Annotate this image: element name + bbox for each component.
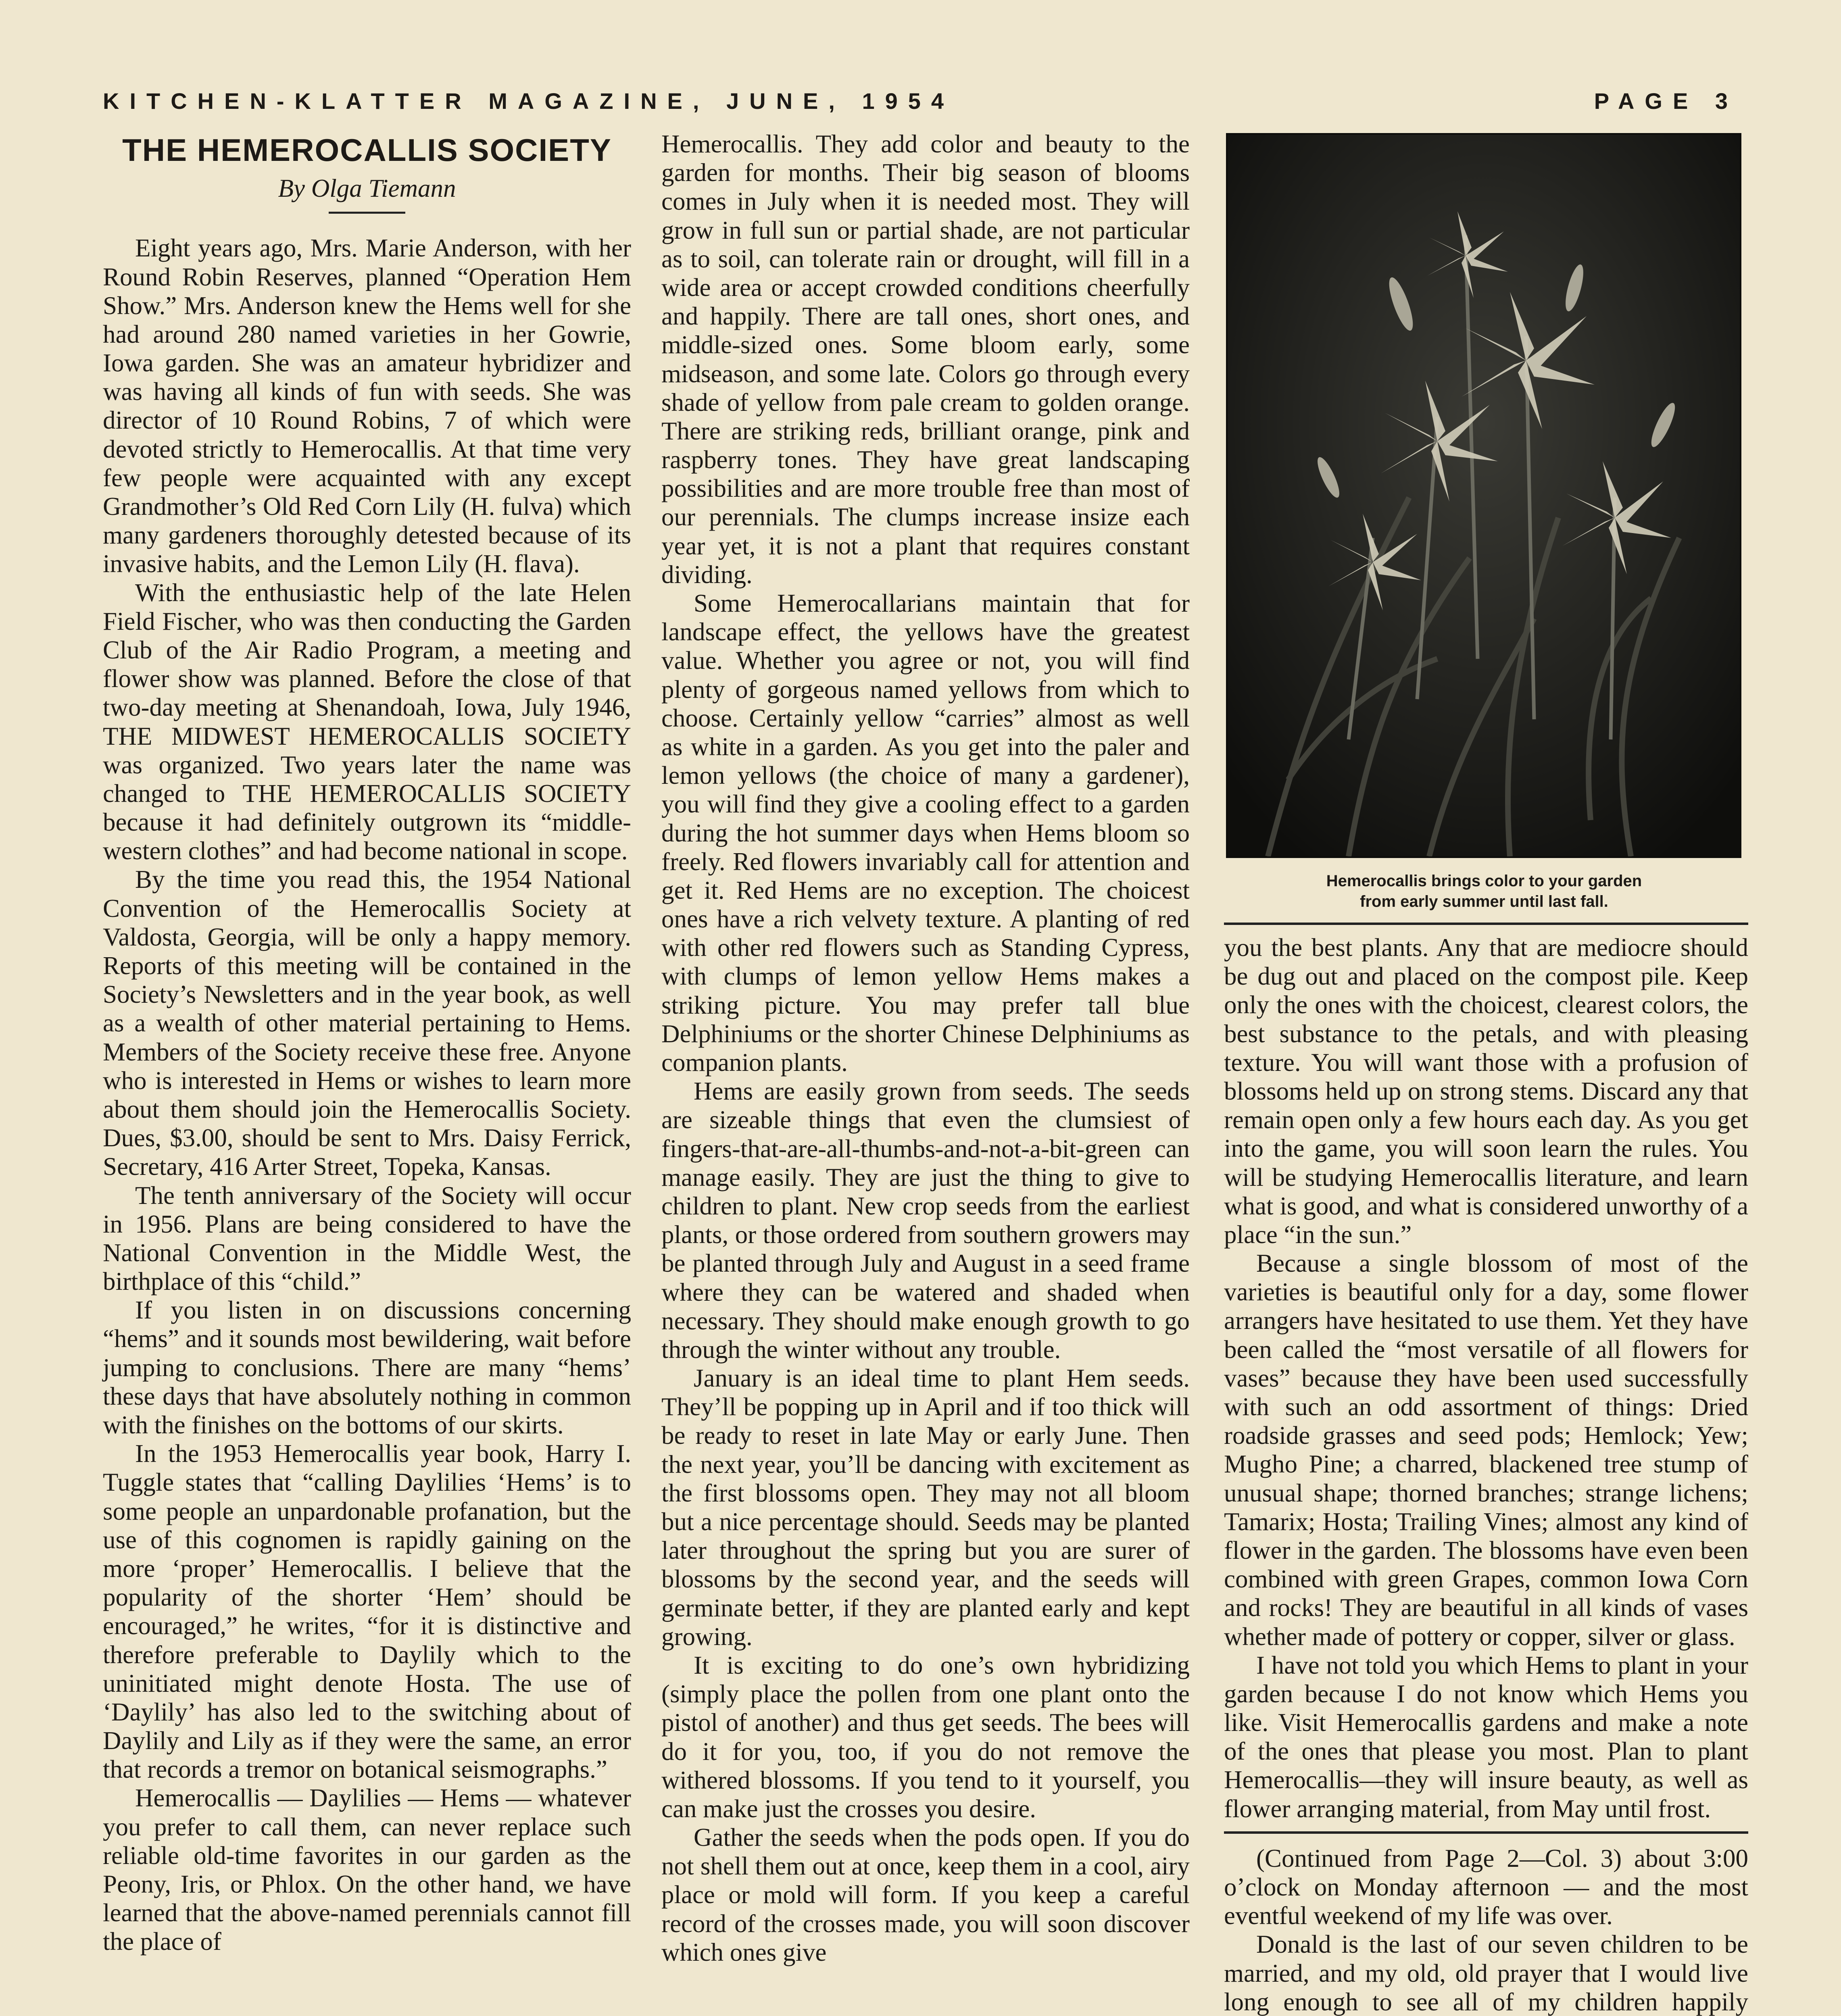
paragraph: you the best plants. Any that are mediocre should be dug out and placed on the compost pile. Keep only the ones with the choicest, clearest colors, the best substance to the petals, and with pleasing texture. You will want those with a profusion of blossoms held up on strong stems. Discard any that remain open only a few hours each day. As you get into the game, you will soon learn the rules. You will be studying Hemerocallis literature, and learn what is good, and what is considered unworthy of a place “in the sun.”	[1224, 933, 1748, 1249]
article-title: THE HEMEROCALLIS SOCIETY	[122, 132, 612, 168]
paragraph: In the 1953 Hemerocallis year book, Harry I. Tuggle states that “calling Daylilies ‘Hems’ is to some people an unpardonable profanation, but the use of this cognomen is rapidly gaining on the more ‘proper’ Hemerocallis. I believe that the popularity of the shorter ‘Hem’ should be encouraged,” he writes, “for it is distinctive and therefore preferable to Daylily which to the uninitiated might denote Hosta. The use of ‘Daylily’ has also led to the switching about of Daylily and Lily as if they were the same, an error that records a tremor on botanical seismographs.”	[103, 1439, 631, 1784]
column-3	[1224, 933, 1748, 2016]
column-1	[103, 129, 631, 1956]
daylily-illustration	[1228, 135, 1740, 856]
paragraph: Some Hemerocallarians maintain that for landscape effect, the yellows have the greatest value. Whether you agree or not, you will find plenty of gorgeous named yellows from which to choose. Certainly yellow “carries” almost as well as white in a garden. As you get into the paler and lemon yellows (the choice of many a gardener), you will find they give a cooling effect to a garden during the hot summer days when Hems bloom so freely. Red flowers invariably call for attention and get it. Red Hems are no exception. The choicest ones have a rich velvety texture. A planting of red with other red flowers such as Standing Cypress, with clumps of lemon yellow Hems makes a striking picture. You may prefer tall blue Delphiniums or the shorter Chinese Delphiniums as companion plants.	[661, 589, 1190, 1077]
title-divider	[329, 212, 405, 214]
paragraph: It is exciting to do one’s own hybridizing (simply place the pollen from one plant onto the pistol of another) and thus get seeds. The bees will do it for you, too, if you do not remove the withered blossoms. If you tend to it yourself, you can make just the crosses you desire.	[661, 1651, 1190, 1823]
paragraph: Gather the seeds when the pods open. If you do not shell them out at once, keep them in a cool, airy place or mold will form. If you keep a careful record of the crosses made, you will soon discover which ones give	[661, 1823, 1190, 1966]
page-header	[103, 83, 1738, 119]
caption-line: from early summer until last fall.	[1360, 893, 1608, 911]
paragraph: The tenth anniversary of the Society will occur in 1956. Plans are being considered to have the National Convention in the Middle West, the birthplace of this “child.”	[103, 1181, 631, 1296]
continued-paragraph: Donald is the last of our seven children to be married, and my old, old prayer that I would live long enough to see all of my children happily	[1224, 1930, 1748, 2016]
masthead-text: KITCHEN-KLATTER MAGAZINE, JUNE, 1954	[103, 88, 955, 114]
paragraph: Hemerocallis. They add color and beauty to the garden for months. Their big season of blooms comes in July when it is needed most. They will grow in full sun or partial shade, are not particular as to soil, can tolerate rain or drought, will fill in a wide area or accept crowded conditions cheerfully and happily. There are tall ones, short ones, and middle-sized ones. Some bloom early, some midseason, and some late. Colors go through every shade of yellow from pale cream to golden orange. There are striking reds, brilliant orange, pink and raspberry tones. They have great landscaping possibilities and are more trouble free than most of our perennials. The clumps increase insize each year yet, it is not a plant that requires constant dividing.	[661, 130, 1190, 589]
page-number: PAGE 3	[1594, 88, 1738, 114]
paragraph: I have not told you which Hems to plant in your garden because I do not know which Hems you like. Visit Hemerocallis gardens and make a note of the ones that please you most. Plan to plant Hemerocallis—they will insure beauty, as well as flower arranging material, from May until frost.	[1224, 1651, 1748, 1823]
column-2	[661, 130, 1190, 1967]
paragraph: Eight years ago, Mrs. Marie Anderson, with her Round Robin Reserves, planned “Operation Hem Show.” Mrs. Anderson knew the Hems well for she had around 280 named varieties in her Gowrie, Iowa garden. She was an amateur hybridizer and was having all kinds of fun with seeds. She was director of 10 Round Robins, 7 of which were devoted strictly to Hemerocallis. At that time very few people were acquainted with any except Grandmother’s Old Red Corn Lily (H. fulva) which many gardeners thoroughly detested because of its invasive habits, and the Lemon Lily (H. flava).	[103, 234, 631, 578]
continued-paragraph: (Continued from Page 2—Col. 3) about 3:00 o’clock on Monday afternoon — and the most eventful weekend of my life was over.	[1224, 1844, 1748, 1930]
photo-caption	[1222, 871, 1746, 912]
section-divider	[1224, 1831, 1748, 1834]
paragraph: Because a single blossom of most of the varieties is beautiful only for a day, some flower arrangers have hesitated to use them. Yet they have been called the “most versatile of all flowers for vases” because they have been used successfully with such an odd assortment of things: Dried roadside grasses and seed pods; Hemlock; Yew; Mugho Pine; a charred, blackened tree stump of unusual shape; thorned branches; strange lichens; Tamarix; Hosta; Trailing Vines; almost any kind of flower in the garden. The blossoms have even been combined with green Grapes, common Iowa Corn and rocks! They are beautiful in all kinds of vases whether made of pottery or copper, silver or glass.	[1224, 1249, 1748, 1651]
daylily-photo	[1226, 133, 1741, 858]
paragraph: January is an ideal time to plant Hem seeds. They’ll be popping up in April and if too thick will be ready to reset in late May or early June. Then the next year, you’ll be dancing with excitement as the first blossoms open. They may not all bloom but a nice percentage should. Seeds may be planted later throughout the spring but you are surer of blossoms by the second year, and the seeds will germinate better, if they are planted early and kept growing.	[661, 1364, 1190, 1651]
paragraph: By the time you read this, the 1954 National Convention of the Hemerocallis Society at Valdosta, Georgia, will be only a happy memory. Reports of this meeting will be contained in the Society’s Newsletters and in the year book, as well as a wealth of other material pertaining to Hems. Members of the Society receive these free. Anyone who is interested in Hems or wishes to learn more about them should join the Hemerocallis Society. Dues, $3.00, should be sent to Mrs. Daisy Ferrick, Secretary, 416 Arter Street, Topeka, Kansas.	[103, 865, 631, 1181]
paragraph: With the enthusiastic help of the late Helen Field Fischer, who was then conducting the Garden Club of the Air Radio Program, a meeting and flower show was planned. Before the close of that two-day meeting at Shenandoah, Iowa, July 1946, THE MIDWEST HEMEROCALLIS SOCIETY was organized. Two years later the name was changed to THE HEMEROCALLIS SOCIETY because it had definitely outgrown its “middle-western clothes” and had become national in scope.	[103, 578, 631, 865]
paragraph: Hems are easily grown from seeds. The seeds are sizeable things that even the clumsiest of fingers-that-are-all-thumbs-and-not-a-bit-green can manage easily. They are just the thing to give to children to plant. New crop seeds from the earliest plants, or those ordered from southern growers may be planted through July and August in a seed frame where they can be watered and shaded when necessary. They should make enough growth to go through the winter without any trouble.	[661, 1077, 1190, 1364]
paragraph: Hemerocallis — Daylilies — Hems — whatever you prefer to call them, can never replace such reliable old-time favorites in our garden as the Peony, Iris, or Phlox. On the other hand, we have learned that the above-named perennials cannot fill the place of	[103, 1784, 631, 1956]
caption-line: Hemerocallis brings color to your garden	[1326, 872, 1642, 890]
paragraph: If you listen in on discussions concerning “hems” and it sounds most bewildering, wait before jumping to conclusions. There are many “hems’ these days that have absolutely nothing in common with the finishes on the bottoms of our skirts.	[103, 1296, 631, 1439]
article-byline: By Olga Tiemann	[278, 174, 456, 203]
caption-divider	[1224, 923, 1748, 925]
